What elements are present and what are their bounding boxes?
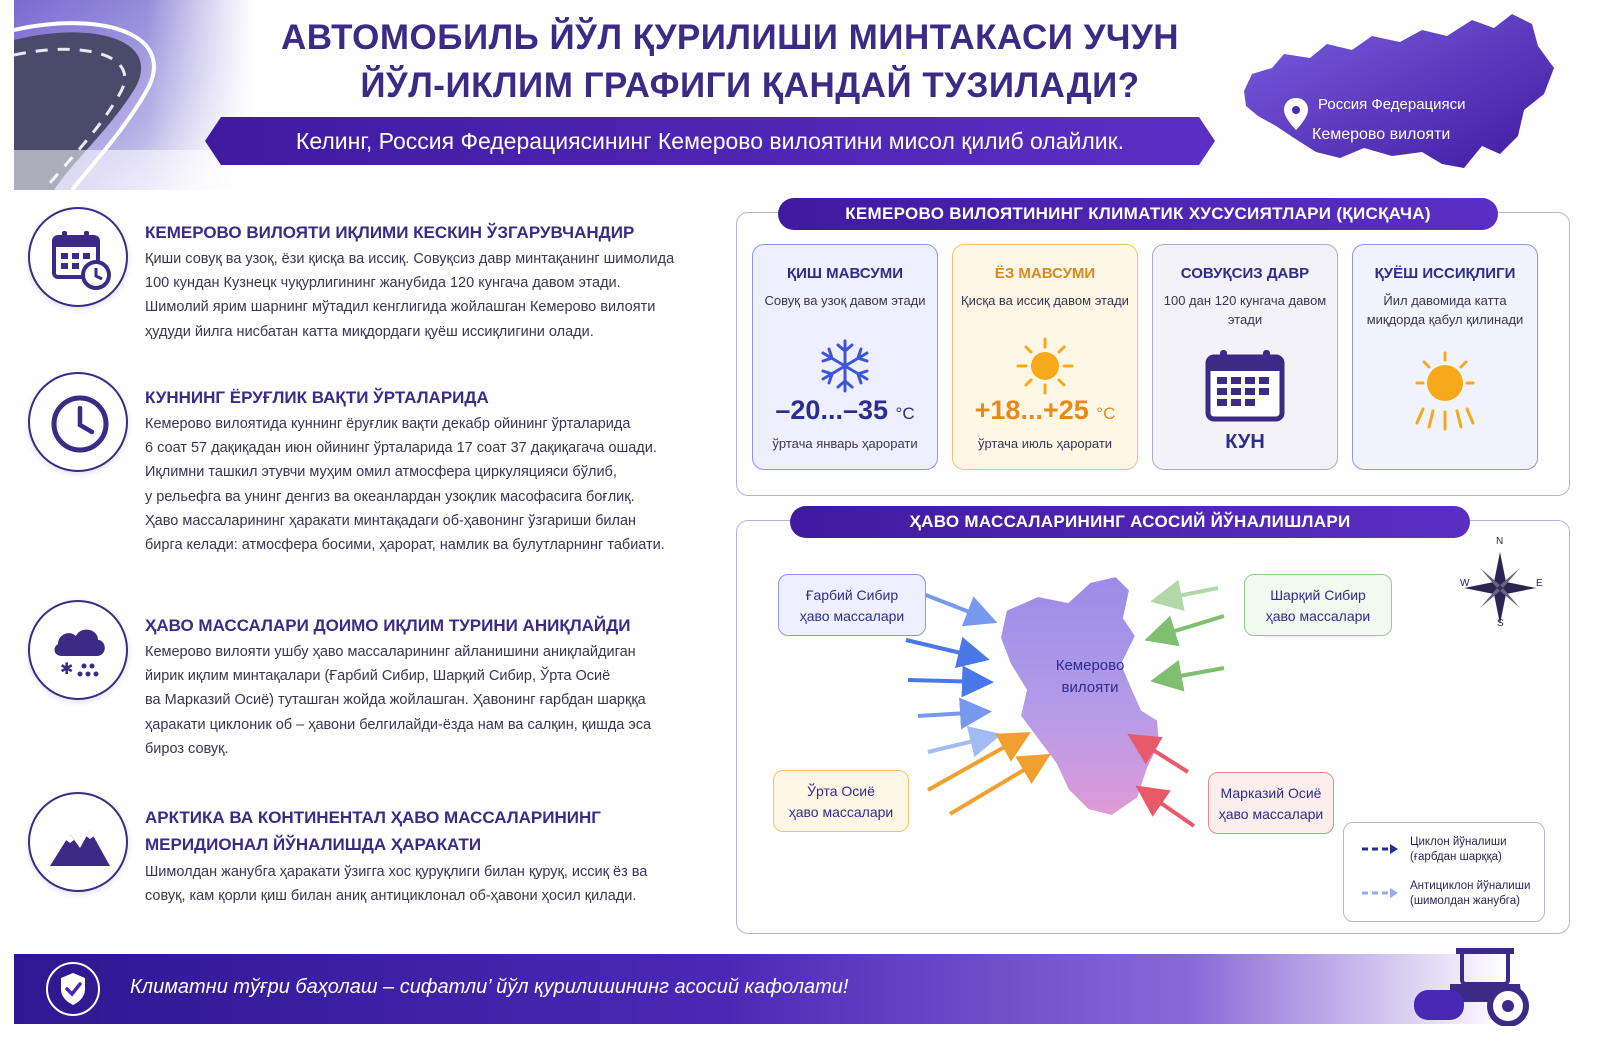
- feature-text: Шимолдан жанубга ҳаракати ўзигга хос қуруқлиги билан қуруқ, иссиқ ёз ва совуқ, кам қорли қиш билан аниқ антициклонал об-ҳавони ҳосил қилади.: [145, 864, 648, 905]
- snowflake-icon: [818, 339, 872, 393]
- card-frost-free: [1152, 244, 1338, 470]
- calendar-icon: [1204, 349, 1286, 423]
- mass-inner-asia: Марказий Осиё ҳаво массалари: [1208, 772, 1334, 834]
- card-desc: Қисқа ва иссиқ давом этади: [961, 293, 1129, 308]
- feature-title: ҲАВО МАССАЛАРИ ДОИМО ИҚЛИМ ТУРИНИ АНИҚЛАЙДИ: [145, 616, 631, 635]
- svg-text:✱: ✱: [60, 659, 74, 678]
- mass-central-asia: Ўрта Осиё ҳаво массалари: [773, 770, 909, 832]
- card-winter: [752, 244, 938, 470]
- feature-daylight: [28, 372, 708, 562]
- card-caption: ўртача июль ҳарорати: [977, 436, 1113, 451]
- subtitle-text: Келинг, Россия Федерациясининг Кемерово вилоятини мисол қилиб олайлик.: [295, 128, 1125, 154]
- map-legend: [1343, 822, 1545, 922]
- mass-west-siberia: Ғарбий Сибир ҳаво массалари: [778, 574, 926, 636]
- mountain-icon: [28, 792, 128, 892]
- card-title: СОВУҚСИЗ ДАВР: [1180, 265, 1310, 282]
- compass-w: W: [1460, 578, 1470, 589]
- card-value: –20...–35: [775, 395, 888, 425]
- russia-map: [1232, 6, 1562, 186]
- shield-check-icon: [46, 962, 100, 1016]
- sun-icon: [1015, 336, 1075, 396]
- card-solar-heat: [1352, 244, 1538, 470]
- card-desc: Йил давомида катта миқдорда қабул қилинади: [1366, 293, 1524, 327]
- road-roller-icon: [1410, 946, 1540, 1026]
- calendar-clock-icon: [28, 207, 128, 307]
- feature-title: КЕМЕРОВО ВИЛОЯТИ ИҚЛИМИ КЕСКИН ЎЗГАРУВЧАНДИР: [145, 223, 635, 242]
- feature-text: Кемерово вилоятида куннинг ёруғлик вақти декабр ойининг ўрталарида 6 соат 57 дақиқадан июн ойининг ўрталарида 17 соат 37 дақиқагача ошади. Иқлимни ташкил этувчи муҳим омил атмосфера циркуляцияси бўлиб, у рельефга ва унинг денгиз ва океанлардан узоқлик масофасига боғлиқ. Ҳаво массаларининг ҳаракати минтақадаги об-ҳавонинг ўзгариши билан бирга келади: атмосфера босими, ҳарорат, намлик ва булутларнинг табиати.: [145, 416, 665, 554]
- page-title-line2: ЙЎЛ-ИКЛИМ ГРАФИГИ ҚАНДАЙ ТУЗИЛАДИ?: [360, 66, 1140, 105]
- footer-text: Климатни тўғри баҳолаш – сифатли’ йўл қурилишининг асосий кафолати!: [130, 976, 849, 998]
- mass-east-siberia: Шарқий Сибир ҳаво массалари: [1244, 574, 1392, 636]
- sun-rays-icon: [1395, 349, 1495, 449]
- legend-anticyclone: Антициклон йўналиши (шимолдан жанубга): [1410, 880, 1531, 907]
- feature-title: КУННИНГ ЁРУҒЛИК ВАҚТИ ЎРТАЛАРИДА: [145, 388, 489, 407]
- card-desc: 100 дан 120 кунгача давом этади: [1163, 293, 1327, 327]
- feature-title: АРКТИКА ВА КОНТИНЕНТАЛ ҲАВО МАССАЛАРИНИНГ МЕРИДИОНАЛ ЙЎНАЛИШДА ҲАРАКАТИ: [145, 808, 601, 854]
- compass-n: N: [1496, 536, 1504, 547]
- footer-banner: [14, 954, 1586, 1024]
- air-mass-panel-title: ҲАВО МАССАЛАРИНИНГ АСОСИЙ ЙЎНАЛИШЛАРИ: [790, 506, 1470, 538]
- feature-air-masses: [28, 600, 708, 760]
- compass-rose-icon: [1464, 552, 1536, 624]
- map-label-region: Кемерово вилояти: [1312, 126, 1451, 143]
- card-title: ҚУЁШ ИССИҚЛИГИ: [1374, 265, 1516, 282]
- card-value: КУН: [1225, 431, 1265, 453]
- card-title: ҚИШ МАВСУМИ: [786, 265, 903, 282]
- card-unit: °C: [1096, 404, 1116, 423]
- climate-panel-title: КЕМЕРОВО ВИЛОЯТИНИНГ КЛИМАТИК ХУСУСИЯТЛАРИ (ҚИСҚАЧА): [778, 198, 1498, 230]
- region-label: Кемерово вилояти: [1055, 657, 1125, 696]
- card-caption: ўртача январь ҳарорати: [772, 436, 918, 451]
- feature-text: Қиши совуқ ва узоқ, ёзи қисқа ва иссиқ. Совуқсиз давр минтақанинг шимолида 100 кундан Кузнецк чуқурлигининг жанубида 120 кунгача давом этади. Шимолий ярим шарнинг мўтадил кенглигида жойлашган Кемерово вилояти ҳудуди йилга нисбатан катта миқдордаги қуёш иссиқлигини олади.: [145, 251, 675, 340]
- page-title-line1: АВТОМОБИЛЬ ЙЎЛ ҚУРИЛИШИ МИНТАКАСИ УЧУН: [280, 18, 1180, 57]
- card-summer: [952, 244, 1138, 470]
- feature-text: Кемерово вилояти ушбу ҳаво массаларининг айланишини аниқлайдиган йирик иқлим минтақалари (Ғарбий Сибир, Шарқий Сибир, Ўрта Осиё ва Марказий Осиё) туташган жойда жойлашган. Ҳавонинг ғарбдан шарққа ҳаракати циклоник об – ҳавони белгилайди-ёзда нам ва салқин, қишда эса бироз совуқ.: [145, 644, 652, 757]
- card-value: +18...+25: [974, 395, 1089, 425]
- card-unit: °C: [895, 404, 915, 423]
- card-title: ЁЗ МАВСУМИ: [994, 265, 1096, 282]
- clock-icon: [28, 372, 128, 472]
- subtitle-banner: [205, 117, 1215, 165]
- feature-meridional: [28, 792, 708, 912]
- cloud-rain-icon: [28, 600, 128, 700]
- map-label-country: Россия Федерацияси: [1318, 96, 1466, 113]
- compass-e: E: [1536, 578, 1543, 589]
- legend-cyclone: Циклон йўналиши (ғарбдан шарққа): [1410, 836, 1507, 863]
- compass-s: S: [1497, 618, 1504, 629]
- feature-climate-variability: [28, 207, 708, 340]
- card-desc: Совуқ ва узоқ давом этади: [764, 293, 926, 308]
